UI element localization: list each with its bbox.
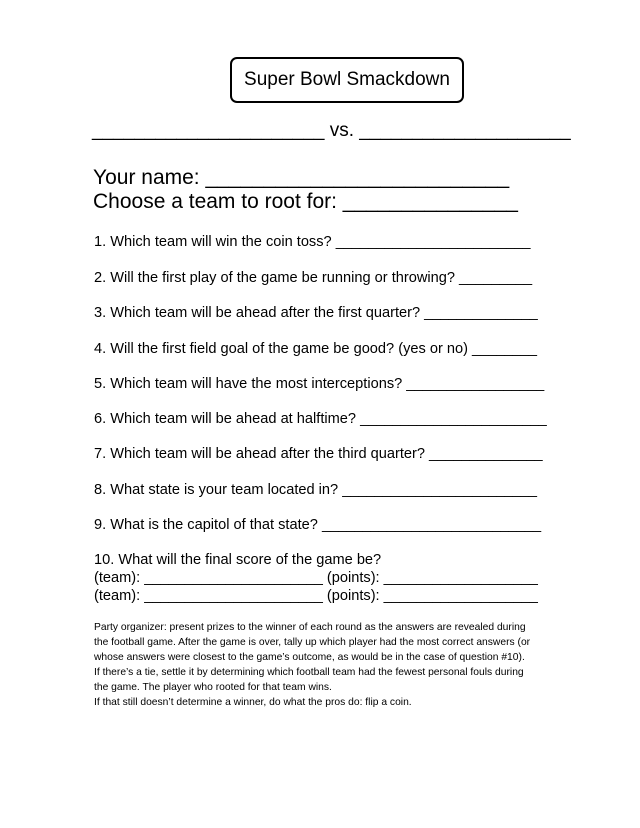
matchup-line: ______________________ vs. ____________________: [92, 120, 571, 141]
page-title: Super Bowl Smackdown: [230, 57, 464, 103]
notes-line: the football game. After the game is over, tally up which player had the most correct answers (or: [94, 637, 531, 648]
question-4: 4. Will the first field goal of the game be good? (yes or no) ________: [94, 341, 537, 357]
notes-line: whose answers were closest to the game’s outcome, as would be in the case of question #10).: [94, 652, 525, 663]
notes-line: If that still doesn’t determine a winner, do what the pros do: flip a coin.: [94, 697, 412, 708]
question-10: 10. What will the final score of the game be?: [94, 552, 382, 568]
your-name-line: Your name: __________________________: [93, 166, 510, 189]
organizer-notes: [94, 620, 554, 710]
question-7: 7. Which team will be ahead after the third quarter? ______________: [94, 446, 543, 462]
question-1: 1. Which team will win the coin toss? ________________________: [94, 234, 531, 250]
final-score-row-2: (team): ______________________ (points): ___________________: [94, 588, 538, 604]
question-5: 5. Which team will have the most interceptions? _________________: [94, 376, 545, 392]
notes-line: the game. The player who rooted for that team wins.: [94, 682, 332, 693]
notes-line: If there’s a tie, settle it by determining which football team had the fewest personal fouls during: [94, 667, 524, 678]
final-score-row-1: (team): ______________________ (points): ___________________: [94, 570, 538, 586]
question-9: 9. What is the capitol of that state? ___________________________: [94, 517, 542, 533]
question-2: 2. Will the first play of the game be running or throwing? _________: [94, 270, 533, 286]
choose-team-line: Choose a team to root for: _______________: [93, 190, 518, 213]
notes-line: Party organizer: present prizes to the winner of each round as the answers are revealed during: [94, 622, 526, 633]
question-3: 3. Which team will be ahead after the first quarter? ______________: [94, 305, 538, 321]
question-6: 6. Which team will be ahead at halftime? _______________________: [94, 411, 547, 427]
question-8: 8. What state is your team located in? ________________________: [94, 482, 538, 498]
